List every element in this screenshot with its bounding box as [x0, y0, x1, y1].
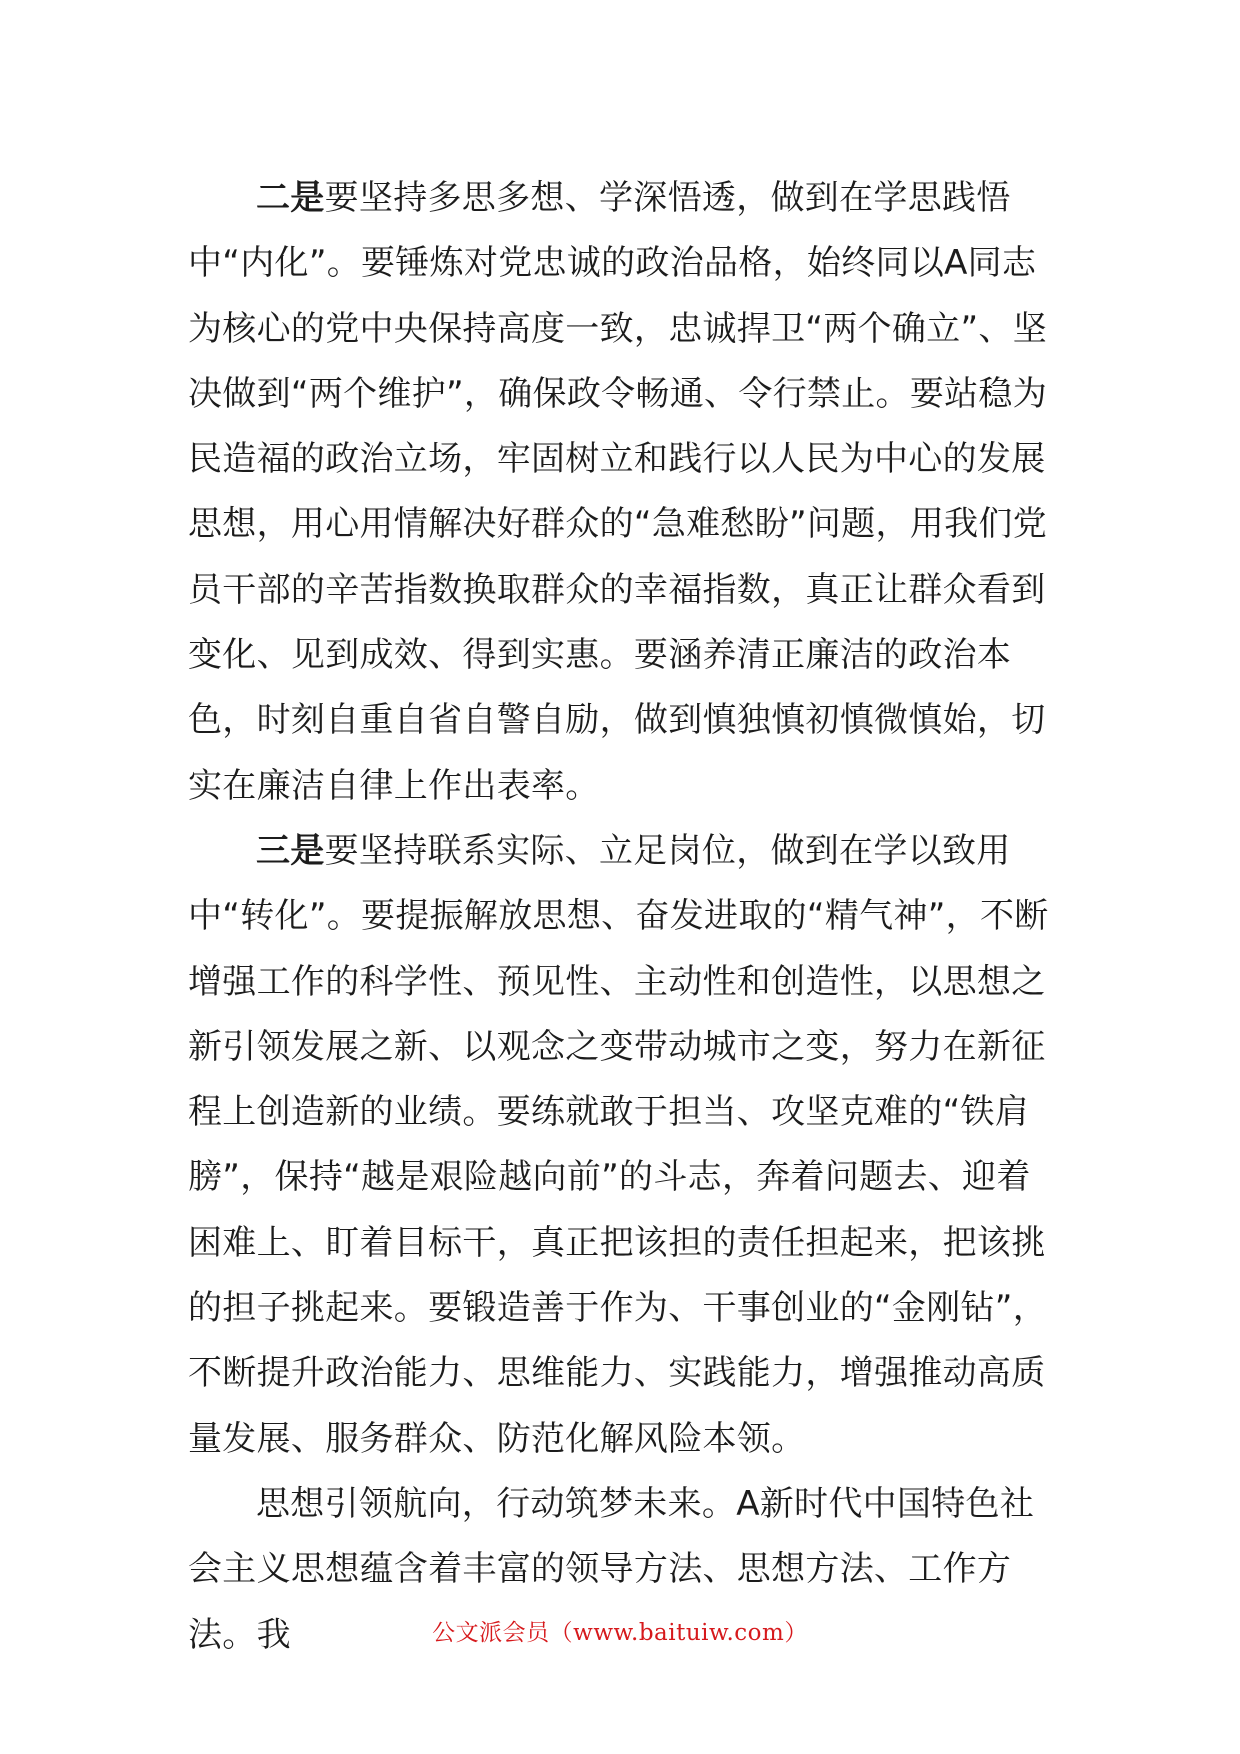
footer-watermark: 公文派会员（www.baituiw.com） — [432, 1620, 808, 1646]
paragraph-text: 思想引领航向，行动筑梦未来。A新时代中国特色社会主义思想蕴含着丰富的领导方法、思想方法、工作方法。我 — [188, 1483, 1035, 1655]
paragraph-lead: 三是 — [256, 830, 325, 871]
paragraph-3 — [188, 819, 1058, 1472]
paragraph-text: 要坚持联系实际、立足岗位，做到在学以致用中“转化”。要提振解放思想、奋发进取的“精气神”，不断增强工作的科学性、预见性、主动性和创造性，以思想之新引领发展之新、以观念之变带动城市之变，努力在新征程上创造新的业绩。要练就敢于担当、攻坚克难的“铁肩膀”，保持“越是艰险越向前”的斗志，奔着问题去、迎着困难上、盯着目标干，真正把该担的责任担起来，把该挑的担子挑起来。要锻造善于作为、干事创业的“金刚钻”，不断提升政治能力、思维能力、实践能力，增强推动高质量发展、服务群众、防范化解风险本领。 — [188, 830, 1049, 1459]
paragraph-2 — [188, 166, 1058, 819]
paragraph-text: 要坚持多思多想、学深悟透，做到在学思践悟中“内化”。要锤炼对党忠诚的政治品格，始终同以A同志为核心的党中央保持高度一致，忠诚捍卫“两个确立”、坚决做到“两个维护”，确保政令畅通、令行禁止。要站稳为民造福的政治立场，牢固树立和践行以人民为中心的发展思想，用心用情解决好群众的“急难愁盼”问题，用我们党员干部的辛苦指数换取群众的幸福指数，真正让群众看到变化、见到成效、得到实惠。要涵养清正廉洁的政治本色，时刻自重自省自警自励，做到慎独慎初慎微慎始，切实在廉洁自律上作出表率。 — [188, 178, 1048, 806]
paragraph-lead: 二是 — [256, 178, 325, 218]
document-body — [188, 166, 1058, 1668]
